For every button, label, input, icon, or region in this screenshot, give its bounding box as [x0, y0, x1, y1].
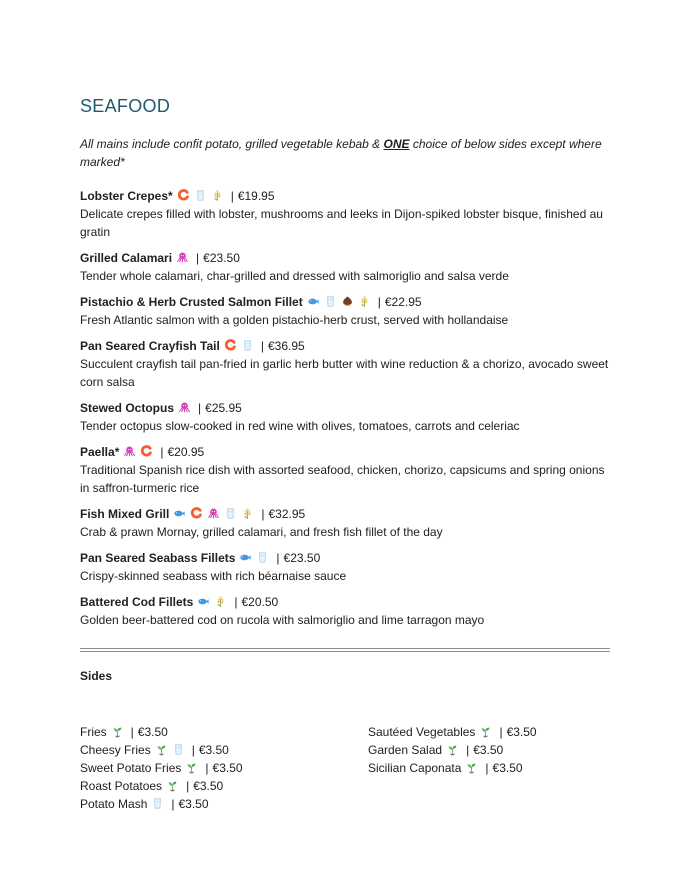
octopus-icon	[178, 401, 191, 414]
price-separator: |	[160, 445, 164, 459]
fish-icon	[239, 551, 252, 564]
fish-icon	[197, 595, 210, 608]
item-description: Fresh Atlantic salmon with a golden pistachio-herb crust, served with hollandaise	[80, 313, 509, 327]
chestnut-icon	[341, 295, 354, 308]
section-divider	[80, 648, 610, 652]
shrimp-icon	[140, 445, 153, 458]
item-price: €36.95	[267, 339, 305, 353]
milk-glass-icon	[172, 743, 185, 756]
seedling-icon	[446, 743, 459, 756]
item-price: €23.50	[203, 251, 240, 265]
side-item	[80, 759, 368, 777]
seedling-icon	[185, 761, 198, 774]
price-separator: |	[261, 507, 265, 521]
wheat-icon	[211, 189, 224, 202]
intro-prefix: All mains include confit potato, grilled vegetable kebab &	[80, 137, 384, 151]
intro-emphasis: ONE	[383, 137, 410, 151]
item-price: €3.50	[198, 743, 229, 757]
item-price: €19.95	[237, 189, 275, 203]
item-name: Sicilian Caponata	[368, 761, 462, 775]
item-name: Fish Mixed Grill	[80, 507, 170, 521]
intro-note	[80, 135, 610, 171]
seedling-icon	[155, 743, 168, 756]
seedling-icon	[111, 725, 124, 738]
item-name: Garden Salad	[368, 743, 443, 757]
milk-glass-icon	[194, 189, 207, 202]
item-name: Sweet Potato Fries	[80, 761, 182, 775]
price-separator: |	[205, 761, 209, 775]
item-price: €23.50	[283, 551, 321, 565]
item-description: Succulent crayfish tail pan-fried in garlic herb butter with wine reduction & a chorizo, avocado sweet corn salsa	[80, 357, 609, 389]
price-separator: |	[466, 743, 470, 757]
item-name: Pan Seared Crayfish Tail	[80, 339, 220, 353]
item-name: Stewed Octopus	[80, 401, 175, 415]
item-price: €3.50	[137, 725, 168, 739]
item-name: Pistachio & Herb Crusted Salmon Fillet	[80, 295, 303, 309]
item-description: Delicate crepes filled with lobster, mushrooms and leeks in Dijon-spiked lobster bisque, finished au gratin	[80, 207, 603, 239]
menu-item	[80, 593, 610, 629]
fish-icon	[173, 507, 186, 520]
item-price: €3.50	[178, 797, 209, 811]
wheat-icon	[214, 595, 227, 608]
menu-item	[80, 249, 610, 285]
seedling-icon	[166, 779, 179, 792]
wheat-icon	[358, 295, 371, 308]
side-item	[80, 723, 368, 741]
item-name: Lobster Crepes*	[80, 189, 173, 203]
side-item	[368, 741, 610, 759]
menu-item	[80, 443, 610, 497]
section-title: SEAFOOD	[80, 96, 171, 116]
sides-column-right	[368, 723, 610, 813]
item-description: Golden beer-battered cod on rucola with salmoriglio and lime tarragon mayo	[80, 613, 485, 627]
price-separator: |	[186, 779, 190, 793]
side-item	[368, 723, 610, 741]
octopus-icon	[176, 251, 189, 264]
price-separator: |	[198, 401, 202, 415]
item-price: €3.50	[212, 761, 243, 775]
item-price: €20.95	[167, 445, 205, 459]
item-price: €25.95	[205, 401, 242, 415]
menu-item	[80, 187, 610, 241]
item-price: €3.50	[193, 779, 224, 793]
price-separator: |	[276, 551, 280, 565]
item-description: Crab & prawn Mornay, grilled calamari, and fresh fish fillet of the day	[80, 525, 443, 539]
item-name: Grilled Calamari	[80, 251, 173, 265]
item-description: Tender whole calamari, char-grilled and dressed with salmoriglio and salsa verde	[80, 269, 509, 283]
wheat-icon	[241, 507, 254, 520]
octopus-icon	[123, 445, 136, 458]
side-item	[80, 777, 368, 795]
item-name: Roast Potatoes	[80, 779, 163, 793]
seedling-icon	[479, 725, 492, 738]
menu-item	[80, 293, 610, 329]
menu-item	[80, 399, 610, 435]
price-separator: |	[499, 725, 503, 739]
item-name: Cheesy Fries	[80, 743, 151, 757]
shrimp-icon	[177, 189, 190, 202]
seedling-icon	[465, 761, 478, 774]
price-separator: |	[130, 725, 134, 739]
side-item	[80, 795, 368, 813]
item-price: €3.50	[492, 761, 523, 775]
sides-title: Sides	[80, 669, 113, 683]
price-separator: |	[260, 339, 264, 353]
milk-glass-icon	[151, 797, 164, 810]
mains-list	[80, 187, 610, 629]
item-price: €22.95	[384, 295, 422, 309]
item-description: Crispy-skinned seabass with rich béarnaise sauce	[80, 569, 347, 583]
item-name: Fries	[80, 725, 107, 739]
price-separator: |	[485, 761, 489, 775]
item-name: Battered Cod Fillets	[80, 595, 194, 609]
side-item	[80, 741, 368, 759]
price-separator: |	[171, 797, 175, 811]
item-description: Tender octopus slow-cooked in red wine with olives, tomatoes, carrots and celeriac	[80, 419, 520, 433]
intro-suffix: choice of below sides except where marked*	[80, 137, 602, 169]
item-name: Sautéed Vegetables	[368, 725, 476, 739]
item-price: €20.50	[241, 595, 279, 609]
shrimp-icon	[224, 339, 237, 352]
sides-column-left	[80, 723, 368, 813]
sides-columns	[80, 723, 610, 813]
menu-item	[80, 549, 610, 585]
item-price: €3.50	[473, 743, 504, 757]
item-price: €32.95	[268, 507, 306, 521]
price-separator: |	[191, 743, 195, 757]
milk-glass-icon	[324, 295, 337, 308]
item-name: Potato Mash	[80, 797, 148, 811]
price-separator: |	[377, 295, 381, 309]
price-separator: |	[230, 189, 234, 203]
item-name: Pan Seared Seabass Fillets	[80, 551, 236, 565]
item-price: €3.50	[506, 725, 537, 739]
side-item	[368, 759, 610, 777]
milk-glass-icon	[241, 339, 254, 352]
item-name: Paella*	[80, 445, 120, 459]
milk-glass-icon	[224, 507, 237, 520]
item-description: Traditional Spanish rice dish with assorted seafood, chicken, chorizo, capsicums and spring onions in saffron-turmeric rice	[80, 463, 605, 495]
milk-glass-icon	[256, 551, 269, 564]
menu-item	[80, 337, 610, 391]
price-separator: |	[234, 595, 238, 609]
fish-icon	[307, 295, 320, 308]
price-separator: |	[196, 251, 200, 265]
menu-item	[80, 505, 610, 541]
octopus-icon	[207, 507, 220, 520]
shrimp-icon	[190, 507, 203, 520]
